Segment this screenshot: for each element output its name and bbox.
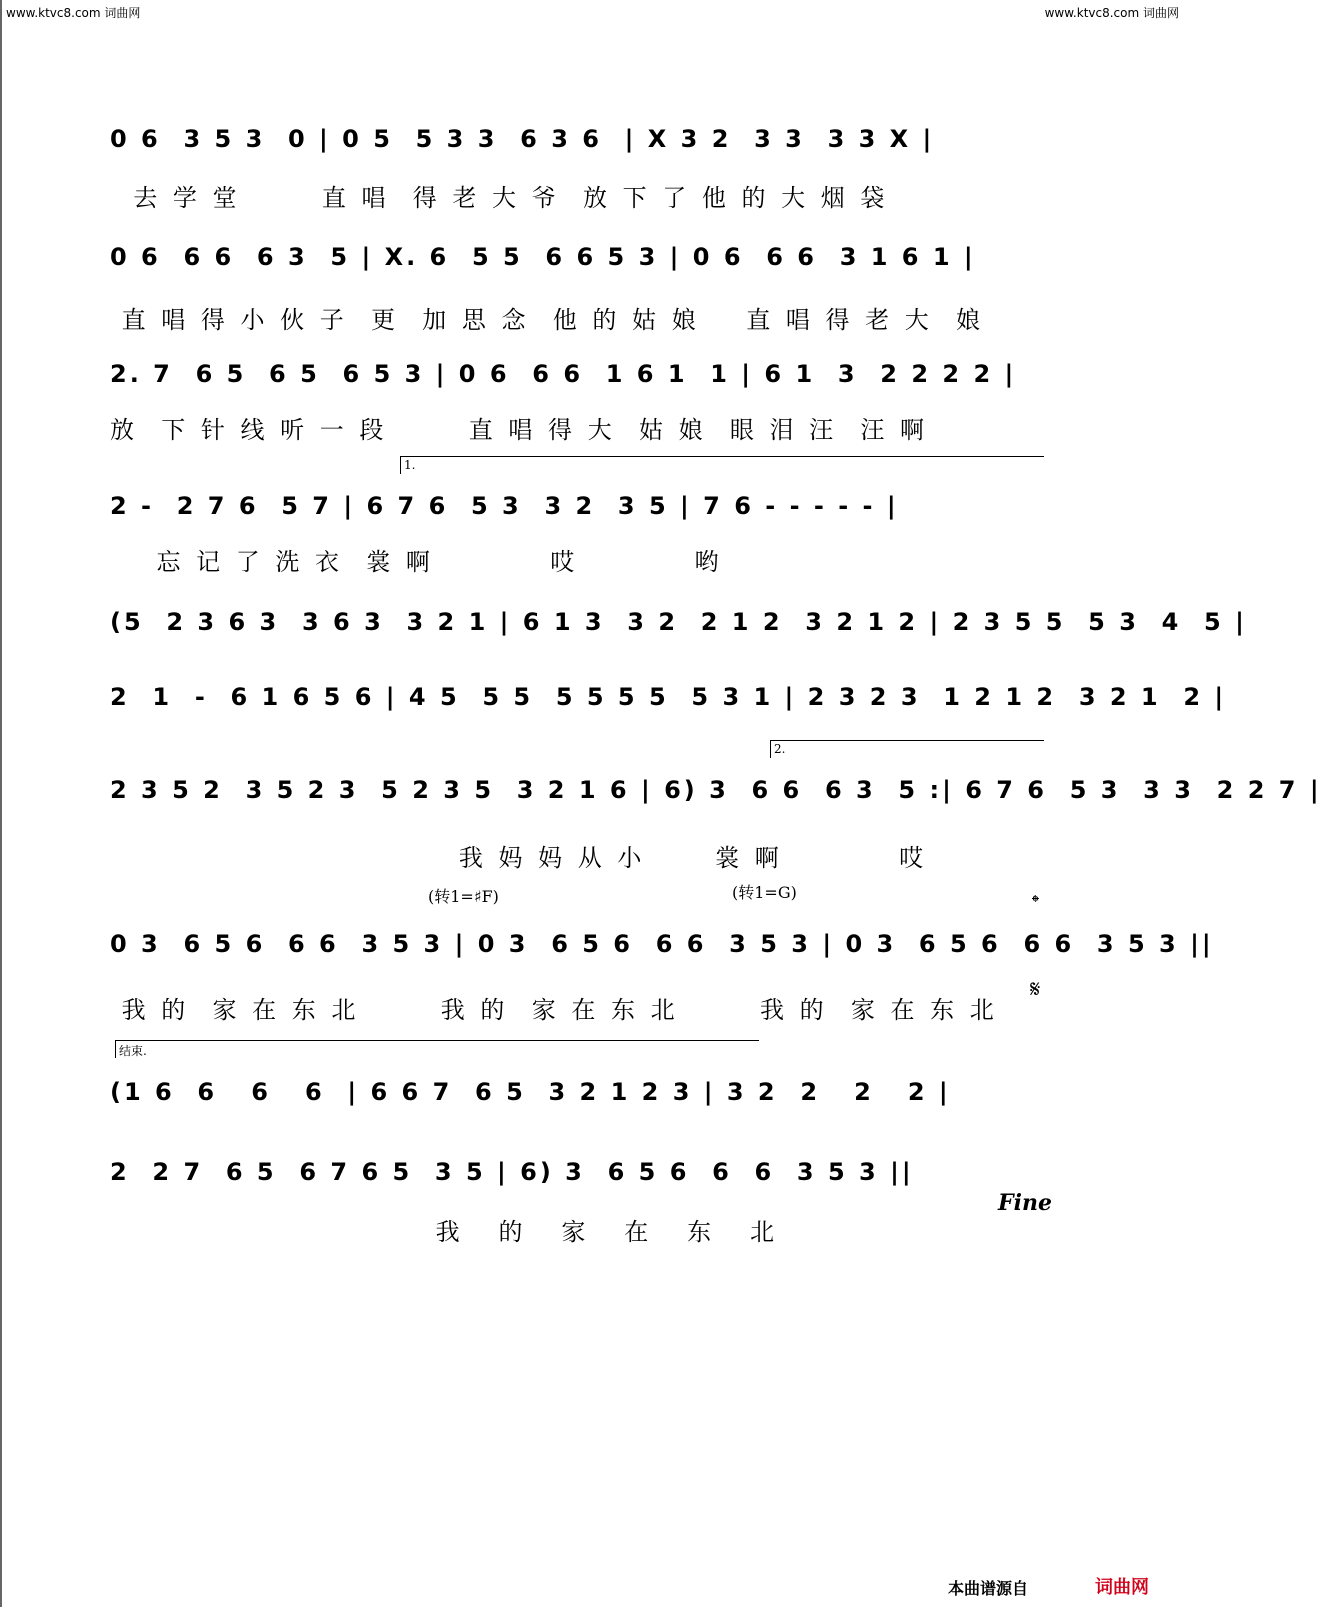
- segno-icon: 𝄋: [1030, 975, 1041, 1003]
- notation-row-notes: (5 2 3 6 3 3 6 3 3 2 1 | 6 1 3 3 2 2 1 2 3 2 1 2 | 2 3 5 5 5 3 4 5 |: [110, 608, 1247, 636]
- lyrics-row: 我 的 家 在 东 北: [110, 1218, 779, 1246]
- ending-bracket: 结束.: [115, 1040, 759, 1058]
- notation-row: [110, 776, 1322, 836]
- notation-row-notes: 2 3 5 2 3 5 2 3 5 2 3 5 3 2 1 6 | 6) 3 6 6 6 3 5 :| 6 7 6 5 3 3 3 2 2 7 |: [110, 776, 1322, 804]
- notation-row: [110, 930, 1214, 990]
- notation-row-notes: 2 1 - 6 1 6 5 6 | 4 5 5 5 5 5 5 5 5 3 1 | 2 3 2 3 1 2 1 2 3 2 1 2 |: [110, 683, 1227, 711]
- key-change-f-sharp: (转1=♯F): [428, 887, 499, 906]
- footer-source: 本曲谱源自: [948, 1579, 1029, 1598]
- notation-row-notes: 2 2 7 6 5 6 7 6 5 3 5 | 6) 3 6 5 6 6 6 3 5 3 ||: [110, 1158, 914, 1186]
- lyrics-row: 忘 记 了 洗 衣 裳 啊 哎 哟: [110, 548, 723, 576]
- notation-row: [110, 1158, 1070, 1218]
- watermark-left: www.ktvc8.com 词曲网: [6, 6, 141, 20]
- notation-row-notes: 2. 7 6 5 6 5 6 5 3 | 0 6 6 6 1 6 1 1 | 6 1 3 2 2 2 2 |: [110, 360, 1017, 388]
- lyrics-row: 放 下 针 线 听 一 段 直 唱 得 大 姑 娘 眼 泪 汪 汪 啊: [110, 416, 928, 444]
- notation-row: [110, 608, 1247, 668]
- notation-row-notes: 0 6 3 5 3 0 | 0 5 5 3 3 6 3 6 | X 3 2 3 3 3 3 X |: [110, 125, 935, 153]
- lyrics-row: 我 的 家 在 东 北 我 的 家 在 东 北 我 的 家 在 东 北: [110, 996, 998, 1024]
- lyrics-row: 去 学 堂 直 唱 得 老 大 爷 放 下 了 他 的 大 烟 袋: [110, 184, 889, 212]
- watermark-right: www.ktvc8.com 词曲网: [1044, 6, 1179, 20]
- notation-row: [110, 125, 1070, 185]
- notation-row-notes: 2 - 2 7 6 5 7 | 6 7 6 5 3 3 2 3 5 | 7 6 - - - - - |: [110, 492, 899, 520]
- notation-row-notes: 0 6 6 6 6 3 5 | X. 6 5 5 6 6 5 3 | 0 6 6 6 3 1 6 1 |: [110, 243, 976, 271]
- volta-second-ending: 2.: [770, 740, 1044, 758]
- lyrics-row: 我 妈 妈 从 小 裳 啊 哎: [110, 844, 928, 872]
- notation-row-notes: 0 3 6 5 6 6 6 3 5 3 | 0 3 6 5 6 6 6 3 5 3 | 0 3 6 5 6 6 6 3 5 3 ||: [110, 930, 1214, 958]
- notation-row: [110, 1078, 1070, 1138]
- notation-row-notes: (1 6 6 6 6 | 6 6 7 6 5 3 2 1 2 3 | 3 2 2 2 2 |: [110, 1078, 951, 1106]
- key-change-g: (转1=G): [732, 883, 797, 902]
- notation-row: [110, 683, 1227, 743]
- volta-first-ending: 1.: [400, 456, 1044, 474]
- page-border: [0, 0, 2, 1607]
- footer-brand: 词曲网: [1095, 1577, 1149, 1598]
- fine-marking: Fine: [998, 1190, 1052, 1216]
- coda-icon: 𝄌: [1032, 890, 1039, 914]
- lyrics-row: 直 唱 得 小 伙 子 更 加 思 念 他 的 姑 娘 直 唱 得 老 大 娘: [110, 306, 984, 334]
- notation-row: [110, 243, 1070, 303]
